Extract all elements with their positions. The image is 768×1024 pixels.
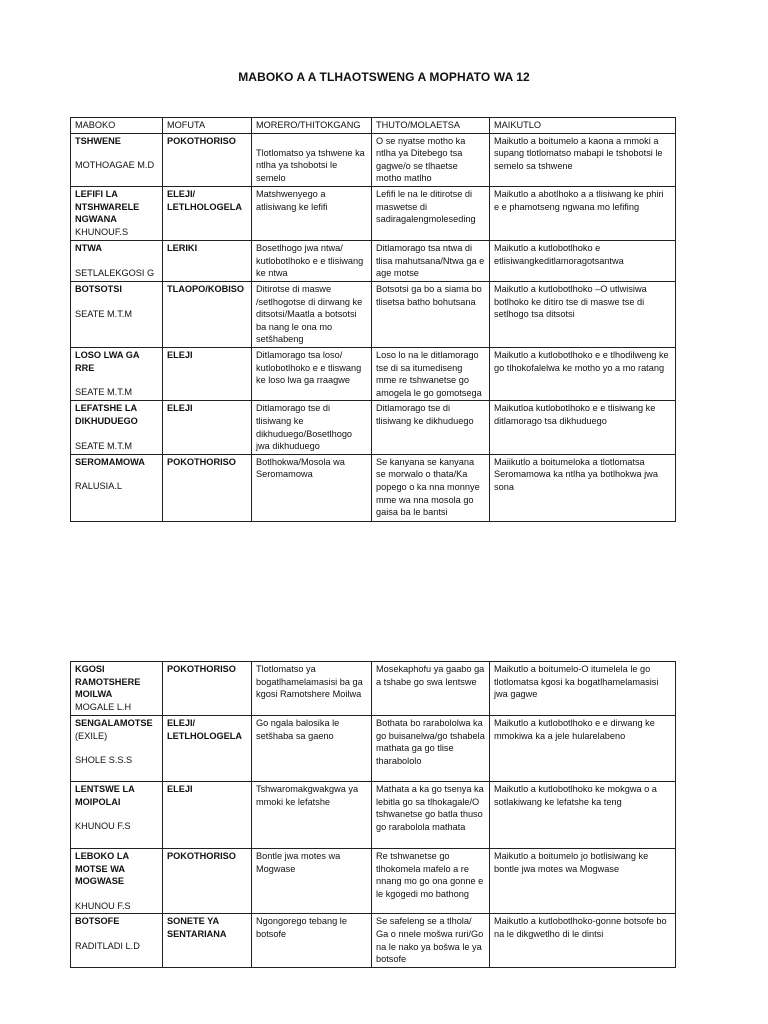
type-cell: ELEJI/ LETLHOLOGELA <box>163 716 252 782</box>
type-cell: ELEJI <box>163 401 252 454</box>
lesson-cell: Mosekaphofu ya gaabo ga a tshabe go swa lentswe <box>372 662 490 716</box>
poem-author: KHUNOU F.S <box>75 900 131 911</box>
poem-author: SEATE M.T.M <box>75 440 132 451</box>
type-cell: POKOTHORISO <box>163 133 252 186</box>
feeling-cell: Maikutlo a kutlobotlhoko –O utlwisiwa botlhoko ke ditiro tse di maswe tse di setlhogo tsa ditsotsi <box>490 281 676 347</box>
table-row <box>71 662 676 716</box>
feeling-cell: Maikutlo a boitumelo-O itumelela le go tlotlomatsa kgosi ka bogatlhamelamasisi jwa gagwe <box>490 662 676 716</box>
poem-author: KHUNOU F.S <box>75 821 131 832</box>
lesson-cell: O se nyatse motho ka ntlha ya Ditebego tsa gagwe/o se tlhaetse motho matlho <box>372 133 490 186</box>
lesson-cell: Ditlamorago tse di tlisiwang ke dikhuduego <box>372 401 490 454</box>
feeling-cell: Maikutlo a kutlobotlhoko ke mokgwa o a sotlakiwang ke lefatshe ka teng <box>490 782 676 849</box>
poem-author: MOTHOAGAE M.D <box>75 160 155 171</box>
table-row <box>71 240 676 281</box>
theme-cell: Ditirotse di maswe /setlhogotse di dirwang ke ditsotsi/Maatla a botsotsi ba nang le ona mo setšhabeng <box>252 281 372 347</box>
poem-title: NTWA <box>75 242 103 253</box>
feeling-cell: Maikutloa kutlobotlhoko e e tlisiwang ke ditlamorago tsa dikhuduego <box>490 401 676 454</box>
type-cell: ELEJI <box>163 782 252 849</box>
type-cell: POKOTHORISO <box>163 849 252 914</box>
theme-cell: Ditlamorago tse di tlisiwang ke dikhuduego/Bosetlhogo jwa dikhuduego <box>252 401 372 454</box>
poem-cell <box>71 240 163 281</box>
poem-author: SEATE M.T.M <box>75 308 132 319</box>
poem-cell <box>71 401 163 454</box>
poem-cell <box>71 716 163 782</box>
lesson-cell: Lefifi le na le ditirotse di maswetse di sadiragalengmoleseding <box>372 186 490 240</box>
type-cell: POKOTHORISO <box>163 454 252 521</box>
poem-title: LEFIFI LA NTSHWARELE NGWANA <box>75 188 140 225</box>
feeling-cell: Maikutlo a boitumelo jo botlisiwang ke bontle jwa motes wa Mogwase <box>490 849 676 914</box>
poem-title: SENGALAMOTSE <box>75 718 153 728</box>
poem-cell <box>71 133 163 186</box>
feeling-cell: Maikutlo a kutlobotlhoko e e tlhodilweng ke go tlhokofalelwa ke motho yo a mo ratang <box>490 347 676 400</box>
poem-cell <box>71 347 163 400</box>
table-row <box>71 782 676 849</box>
table-row <box>71 186 676 240</box>
table-row <box>71 454 676 521</box>
type-cell: ELEJI/ LETLHOLOGELA <box>163 186 252 240</box>
poem-author: RALUSIA.L <box>75 481 122 492</box>
poem-cell <box>71 849 163 914</box>
table-row <box>71 347 676 400</box>
table-header-row <box>71 118 676 134</box>
header-morero: MORERO/THITOKGANG <box>252 118 372 134</box>
poem-title: LENTSWE LA MOIPOLAI <box>75 784 135 807</box>
poems-table-2 <box>70 661 676 968</box>
poem-title: BOTSOFE <box>75 916 120 927</box>
feeling-cell: Maikutlo a abotlhoko a a tlisiwang ke phiri e e phamotseng ngwana mo lefifing <box>490 186 676 240</box>
type-cell: TLAOPO/KOBISO <box>163 281 252 347</box>
poem-author: RADITLADI L.D <box>75 940 140 951</box>
poem-title: TSHWENE <box>75 135 121 146</box>
theme-cell: Tlotlomatso ya tshwene ka ntlha ya tshobotsi le semelo <box>252 133 372 186</box>
poem-author: KHUNOUF.S <box>75 226 129 237</box>
lesson-cell: Mathata a ka go tsenya ka lebitla go sa tlhokagale/O tshwanetse go batla thuso go rarabolola mathata <box>372 782 490 849</box>
poem-cell <box>71 662 163 716</box>
table-row <box>71 133 676 186</box>
poem-cell <box>71 454 163 521</box>
table-row <box>71 914 676 968</box>
poem-cell <box>71 914 163 968</box>
poem-cell <box>71 281 163 347</box>
table-row <box>71 401 676 454</box>
feeling-cell: Maikutlo a kutlobotlhoko e e dirwang ke mmokiwa ka a jele hularelabeno <box>490 716 676 782</box>
header-mofuta: MOFUTA <box>163 118 252 134</box>
poem-cell <box>71 782 163 849</box>
poem-title-suffix: (EXILE) <box>75 730 108 741</box>
theme-cell: Go ngala balosika le setšhaba sa gaeno <box>252 716 372 782</box>
theme-cell: Ngongorego tebang le botsofe <box>252 914 372 968</box>
poem-author: MOGALE L.H <box>75 701 132 712</box>
theme-cell: Botlhokwa/Mosola wa Seromamowa <box>252 454 372 521</box>
header-maikutlo: MAIKUTLO <box>490 118 676 134</box>
theme-cell: Bosetlhogo jwa ntwa/ kutlobotlhoko e e tlisiwang ke ntwa <box>252 240 372 281</box>
poem-cell <box>71 186 163 240</box>
type-cell: POKOTHORISO <box>163 662 252 716</box>
theme-cell: Tlotlomatso ya bogatlhamelamasisi ba ga kgosi Ramotshere Moilwa <box>252 662 372 716</box>
theme-cell: Tshwaromakgwakgwa ya mmoki ke lefatshe <box>252 782 372 849</box>
feeling-cell: Maikutlo a kutlobotlhoko-gonne botsofe bo na le dikgwetlho di le dintsi <box>490 914 676 968</box>
document-title: MABOKO A A TLHAOTSWENG A MOPHATO WA 12 <box>238 70 530 84</box>
poem-title: LOSO LWA GA RRE <box>75 349 140 373</box>
lesson-cell: Se safeleng se a tlhola/ Ga o nnele mošwa ruri/Go na le nako ya bošwa le ya botsofe <box>372 914 490 968</box>
poems-table-1 <box>70 117 676 522</box>
theme-cell: Matshwenyego a atlisiwang ke lefifi <box>252 186 372 240</box>
poem-title: BOTSOTSI <box>75 283 122 294</box>
feeling-cell: Maiikutlo a boitumeloka a tlotlomatsa Seromamowa ka ntlha ya botlhokwa jwa sona <box>490 454 676 521</box>
poem-title: KGOSI RAMOTSHERE MOILWA <box>75 664 141 700</box>
lesson-cell: Botsotsi ga bo a siama bo tlisetsa batho bohutsana <box>372 281 490 347</box>
poem-author: SEATE M.T.M <box>75 387 132 398</box>
poem-title: LEFATSHE LA DIKHUDUEGO <box>75 403 138 426</box>
type-cell: ELEJI <box>163 347 252 400</box>
type-cell: SONETE YA SENTARIANA <box>163 914 252 968</box>
poem-author: SETLALEKGOSI G <box>75 267 155 278</box>
poem-author: SHOLE S.S.S <box>75 755 133 766</box>
feeling-cell: Maikutlo a boitumelo a kaona a mmoki a supang tlotlomatso mabapi le tshobotsi le semelo sa tshwene <box>490 133 676 186</box>
poem-title: LEBOKO LA MOTSE WA MOGWASE <box>75 851 129 887</box>
header-thuto: THUTO/MOLAETSA <box>372 118 490 134</box>
table-row <box>71 849 676 914</box>
lesson-cell: Loso lo na le ditlamorago tse di sa itumediseng mme re tshwanetse go amogela le go gomotsega <box>372 347 490 400</box>
poem-title: SEROMAMOWA <box>75 456 145 467</box>
lesson-cell: Ditlamorago tsa ntwa di tlisa mahutsana/Ntwa ga e age motse <box>372 240 490 281</box>
header-maboko: MABOKO <box>71 118 163 134</box>
lesson-cell: Re tshwanetse go tlhokomela mafelo a re nnang mo go ona gonne e le kgogedi mo bathong <box>372 849 490 914</box>
type-cell: LERIKI <box>163 240 252 281</box>
theme-cell: Ditlamorago tsa loso/ kutlobotlhoko e e tliswang ke loso lwa ga rraagwe <box>252 347 372 400</box>
feeling-cell: Maikutlo a kutlobotlhoko e etlisiwangkeditlamoragotsantwa <box>490 240 676 281</box>
table-row <box>71 716 676 782</box>
lesson-cell: Bothata bo rarabololwa ka go buisanelwa/go tshabela mathata ga go tlise tharabololo <box>372 716 490 782</box>
lesson-cell: Se kanyana se kanyana se morwalo o thata/Ka popego o ka nna monnye mme wa nna mosola go gaisa ba le bantsi <box>372 454 490 521</box>
table-row <box>71 281 676 347</box>
theme-cell: Bontle jwa motes wa Mogwase <box>252 849 372 914</box>
